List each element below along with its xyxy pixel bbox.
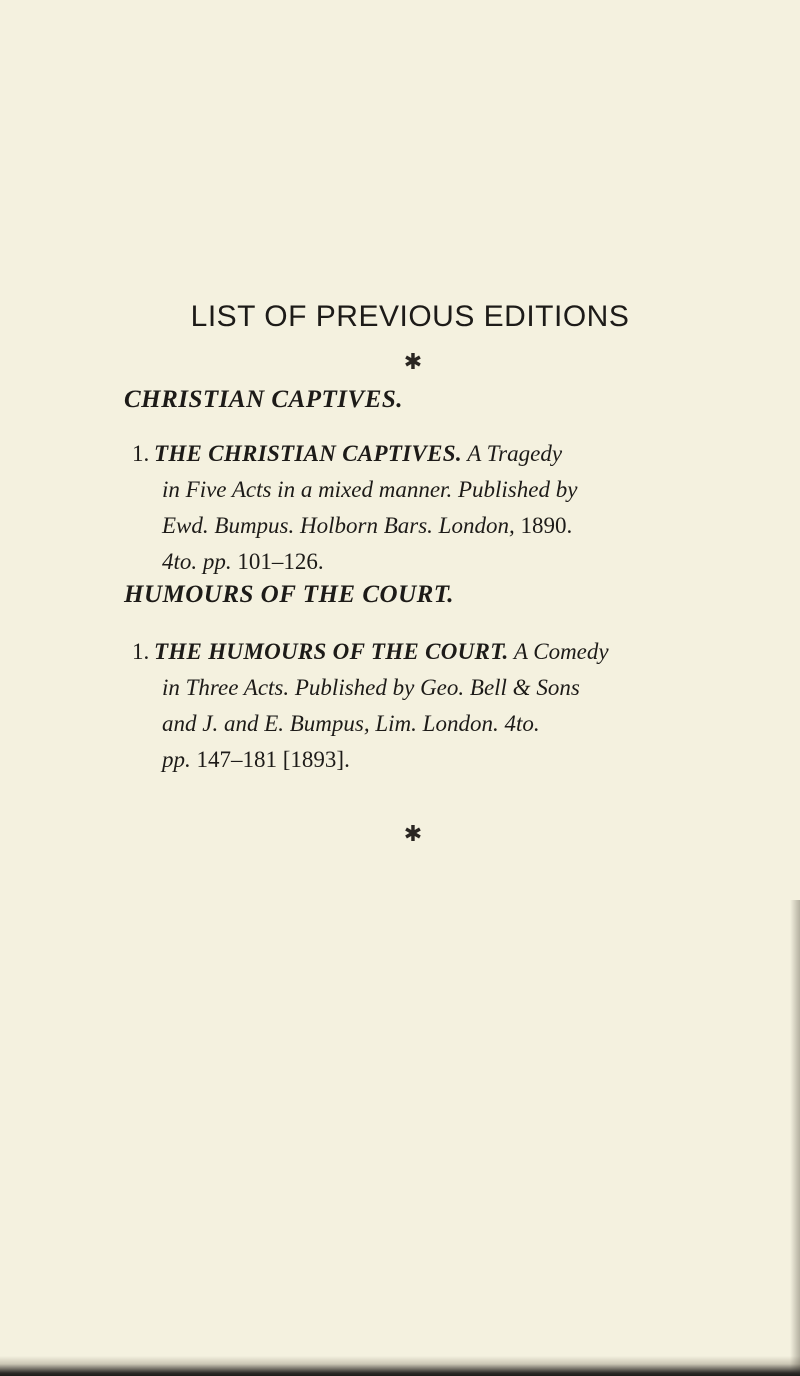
- entry-format: 4to.: [504, 711, 540, 736]
- entry-subtitle: A Comedy: [513, 639, 609, 664]
- asterisk-ornament-top-icon: ✱: [403, 350, 423, 375]
- entry-line: [124, 634, 724, 670]
- entry-line: [124, 436, 724, 472]
- entry-humours-of-the-court: [124, 634, 724, 778]
- entry-text: Published by: [457, 477, 578, 502]
- entry-line: [124, 742, 724, 778]
- entry-line: [124, 706, 724, 742]
- entry-line: [124, 508, 724, 544]
- entry-christian-captives: [124, 436, 724, 580]
- entry-line: [124, 544, 724, 580]
- asterisk-ornament-bottom-icon: ✱: [403, 822, 423, 847]
- page-bottom-edge: [0, 1356, 800, 1376]
- entry-pages: 147–181 [1893].: [196, 747, 350, 772]
- entry-publisher: and J. and E. Bumpus, Lim. London.: [162, 711, 499, 736]
- entry-pages-label: pp.: [202, 549, 232, 574]
- page-heading: LIST OF PREVIOUS EDITIONS: [190, 300, 630, 333]
- entry-text: in Five Acts in a mixed manner.: [162, 477, 453, 502]
- entry-line: [124, 670, 724, 706]
- section-title-humours-of-the-court: HUMOURS OF THE COURT.: [124, 581, 455, 608]
- entry-number: 1.: [132, 441, 150, 466]
- entry-text: in Three Acts. Published by Geo. Bell & Sons: [162, 675, 580, 700]
- entry-publisher: Ewd. Bumpus. Holborn Bars. London,: [162, 513, 515, 538]
- entry-title: THE HUMOURS OF THE COURT.: [154, 639, 509, 664]
- entry-line: [124, 472, 724, 508]
- entry-pages-label: pp.: [162, 747, 191, 772]
- entry-year: 1890.: [520, 513, 573, 538]
- entry-subtitle: A Tragedy: [467, 441, 563, 466]
- entry-pages: 101–126.: [237, 549, 324, 574]
- entry-format: 4to.: [162, 549, 198, 574]
- entry-title: THE CHRISTIAN CAPTIVES.: [154, 441, 462, 466]
- section-title-christian-captives: CHRISTIAN CAPTIVES.: [124, 386, 404, 413]
- entry-number: 1.: [132, 639, 150, 664]
- page-edge-shadow: [790, 900, 800, 1376]
